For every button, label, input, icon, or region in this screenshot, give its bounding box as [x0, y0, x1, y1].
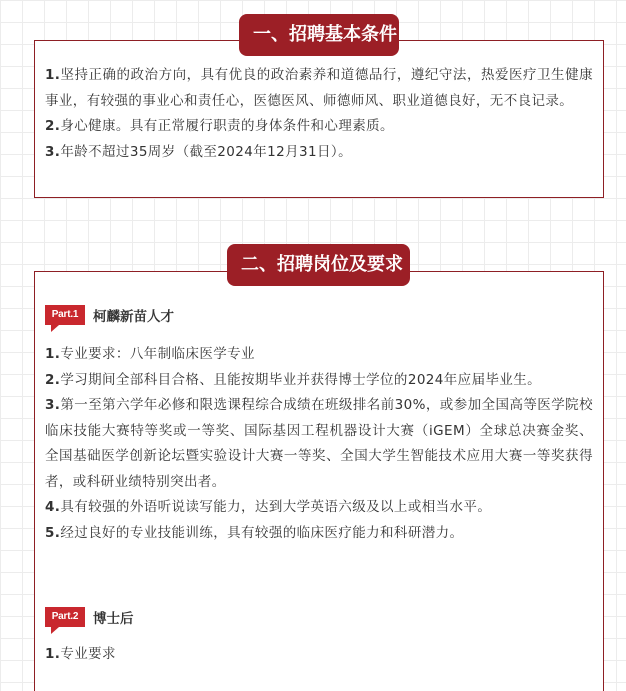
requirement-item-5 — [45, 521, 593, 547]
requirement-item-2 — [45, 368, 593, 394]
item-text: 经过良好的专业技能训练，具有较强的临床医疗能力和科研潜力。 — [60, 524, 464, 541]
section-basic-conditions — [34, 40, 604, 198]
item-number: 3. — [45, 143, 61, 160]
item-number: 5. — [45, 524, 61, 541]
part-title: 博士后 — [93, 611, 134, 627]
section-positions-requirements — [34, 271, 604, 691]
part-1-requirements-list — [45, 342, 593, 546]
item-text: 年龄不超过35周岁（截至2024年12月31日）。 — [60, 143, 352, 160]
item-number: 2. — [45, 371, 61, 388]
item-number: 1. — [45, 67, 61, 83]
requirement-item-1 — [45, 642, 593, 668]
condition-item-3 — [45, 140, 593, 166]
item-text: 身心健康。具有正常履行职责的身体条件和心理素质。 — [60, 118, 394, 134]
basic-conditions-list — [45, 63, 593, 165]
item-text: 专业要求 — [60, 646, 116, 662]
part-2-requirements-list — [45, 642, 593, 668]
condition-item-2 — [45, 114, 593, 140]
item-text: 第一至第六学年必修和限选课程综合成绩在班级排名前30%，或参加全国高等医学院校临床技能大赛特等奖或一等奖、国际基因工程机器设计大赛（iGEM）全球总决赛金奖、全国基础医学创新论坛暨实验设计大赛一等奖、全国大学生智能技术应用大赛一等奖获得者，或科研业绩特别突出者。 — [45, 397, 593, 490]
item-text: 具有较强的外语听说读写能力，达到大学英语六级及以上或相当水平。 — [60, 499, 492, 515]
part-title: 柯麟新苗人才 — [93, 309, 174, 325]
item-text: 学习期间全部科目合格、且能按期毕业并获得博士学位的2024年应届毕业生。 — [60, 371, 542, 388]
item-number: 2. — [45, 118, 61, 134]
requirement-item-1 — [45, 342, 593, 368]
section-title-basic-conditions: 一、招聘基本条件 — [239, 14, 399, 56]
item-text: 坚持正确的政治方向，具有优良的政治素养和道德品行，遵纪守法，热爱医疗卫生健康事业，有较强的事业心和责任心，医德医风、师德师风、职业道德良好，无不良记录。 — [45, 67, 593, 109]
condition-item-1 — [45, 63, 593, 114]
item-number: 4. — [45, 499, 61, 515]
requirement-item-3 — [45, 393, 593, 495]
item-number: 1. — [45, 346, 61, 362]
section-title-positions-requirements: 二、招聘岗位及要求 — [227, 244, 410, 286]
part-badge: Part.2 — [45, 607, 85, 627]
item-number: 3. — [45, 397, 61, 413]
part-badge: Part.1 — [45, 305, 85, 325]
item-text: 专业要求：八年制临床医学专业 — [60, 346, 255, 362]
requirement-item-4 — [45, 495, 593, 521]
item-number: 1. — [45, 646, 61, 662]
